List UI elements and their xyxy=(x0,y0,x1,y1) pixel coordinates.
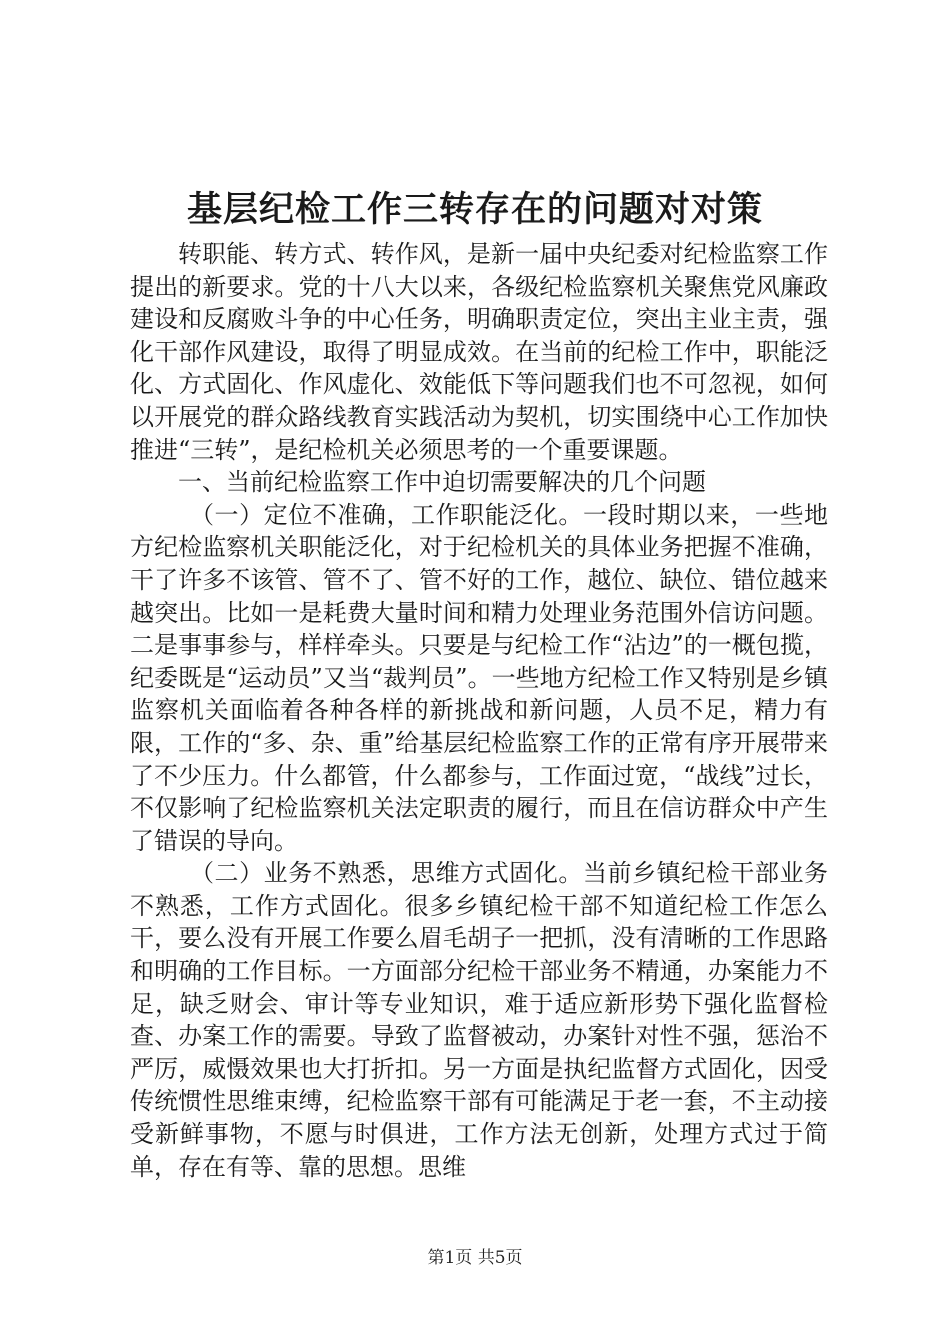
document-title: 基层纪检工作三转存在的问题对对策 xyxy=(186,189,763,230)
section-heading: 一、当前纪检监察工作中迫切需要解决的几个问题 xyxy=(178,468,706,497)
intro-paragraph: 转职能、转方式、转作风，是新一届中央纪委对纪检监察工作提出的新要求。党的十八大以来，各级纪检监察机关聚焦党风廉政建设和反腐败斗争的中心任务，明确职责定位，突出主业主责，强化干部作风建设，取得了明显成效。在当前的纪检工作中，职能泛化、方式固化、作风虚化、效能低下等问题我们也不可忽视，如何以开展党的群众路线教育实践活动为契机，切实围绕中心工作加快推进“三转”，是纪检机关必须思考的一个重要课题。 xyxy=(130,240,828,464)
subsection-paragraph-1: （一）定位不准确，工作职能泛化。一段时期以来，一些地方纪检监察机关职能泛化，对于纪检机关的具体业务把握不准确，干了许多不该管、管不了、管不好的工作，越位、缺位、错位越来越突出。比如一是耗费大量时间和精力处理业务范围外信访问题。二是事事参与，样样牵头。只要是与纪检工作“沾边”的一概包揽，纪委既是“运动员”又当“裁判员”。一些地方纪检工作又特别是乡镇监察机关面临着各种各样的新挑战和新问题，人员不足，精力有限，工作的“多、杂、重”给基层纪检监察工作的正常有序开展带来了不少压力。什么都管，什么都参与，工作面过宽，“战线”过长，不仅影响了纪检监察机关法定职责的履行，而且在信访群众中产生了错误的导向。 xyxy=(130,500,828,855)
page-number-footer: 第1页 共5页 xyxy=(427,1248,523,1268)
subsection-paragraph-2: （二）业务不熟悉，思维方式固化。当前乡镇纪检干部业务不熟悉，工作方式固化。很多乡镇纪检干部不知道纪检工作怎么干，要么没有开展工作要么眉毛胡子一把抓，没有清晰的工作思路和明确的工作目标。一方面部分纪检干部业务不精通，办案能力不足，缺乏财会、审计等专业知识，难于适应新形势下强化监督检查、办案工作的需要。导致了监督被动，办案针对性不强，惩治不严厉，威慑效果也大打折扣。另一方面是执纪监督方式固化，因受传统惯性思维束缚，纪检监察干部有可能满足于老一套，不主动接受新鲜事物，不愿与时俱进，工作方法无创新，处理方式过于简单，存在有等、靠的思想。思维 xyxy=(130,859,828,1181)
document-body xyxy=(130,238,828,1183)
